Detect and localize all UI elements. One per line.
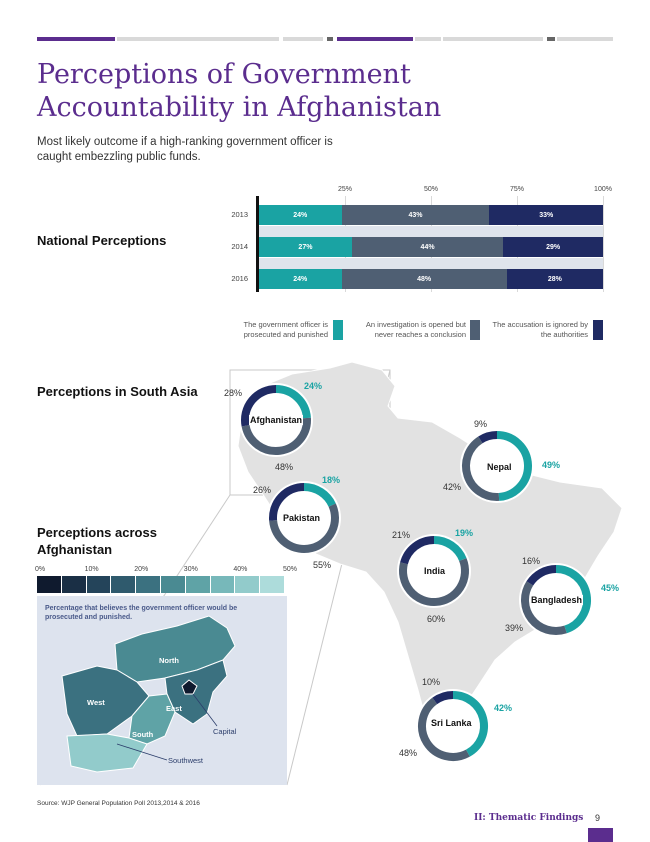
legend-swatch-investigation bbox=[470, 320, 480, 340]
legend-swatch-ignored bbox=[593, 320, 603, 340]
pakistan-pct-investigation: 55% bbox=[313, 560, 332, 570]
bangladesh-pct-investigation: 39% bbox=[505, 623, 524, 633]
source-note: Source: WJP General Population Poll 2013,2014 & 2016 bbox=[37, 800, 200, 807]
gridline bbox=[603, 196, 604, 292]
region-label-south: South bbox=[132, 730, 154, 739]
axis-tick-label: 25% bbox=[337, 186, 353, 193]
row-separator-band bbox=[259, 226, 603, 237]
axis-tick-label: 50% bbox=[423, 186, 439, 193]
india-pct-investigation: 60% bbox=[427, 614, 446, 624]
sri-lanka-pct-ignored: 10% bbox=[422, 677, 441, 687]
bangladesh-pct-ignored: 16% bbox=[522, 556, 541, 566]
region-label-east: East bbox=[166, 704, 182, 713]
pakistan-pct-prosecuted: 18% bbox=[322, 475, 341, 485]
bar-segment-investigation-2016: 48% bbox=[342, 269, 507, 289]
bar-segment-ignored-2016: 28% bbox=[507, 269, 603, 289]
india-pct-ignored: 21% bbox=[392, 530, 411, 540]
donut-label-pakistan: Pakistan bbox=[283, 513, 321, 523]
bar-segment-investigation-2013: 43% bbox=[342, 205, 490, 225]
donut-label-india: India bbox=[424, 566, 446, 576]
region-label-southwest: Southwest bbox=[168, 756, 204, 765]
pakistan-pct-ignored: 26% bbox=[253, 485, 272, 495]
bar-segment-ignored-2014: 29% bbox=[503, 237, 603, 257]
sri-lanka-pct-investigation: 48% bbox=[399, 748, 418, 758]
footer-accent-block bbox=[588, 828, 613, 842]
donut-label-nepal: Nepal bbox=[487, 462, 512, 472]
donut-arc-nepal-ignored bbox=[480, 435, 497, 440]
bar-segment-ignored-2013: 33% bbox=[489, 205, 603, 225]
bar-segment-prosecuted-2016: 24% bbox=[259, 269, 342, 289]
scale-swatch bbox=[186, 576, 210, 593]
bar-segment-prosecuted-2014: 27% bbox=[259, 237, 352, 257]
afghanistan-region-map bbox=[37, 596, 287, 785]
scale-swatch bbox=[62, 576, 86, 593]
legend-label-prosecuted: The government officer is prosecuted and punished bbox=[243, 320, 328, 339]
page-subtitle: Most likely outcome if a high-ranking government officer is caught embezzling public funds. bbox=[37, 136, 333, 163]
scale-label: 0% bbox=[35, 566, 46, 573]
scale-swatch bbox=[260, 576, 284, 593]
bar-segment-investigation-2014: 44% bbox=[352, 237, 503, 257]
section-title-national: National Perceptions bbox=[37, 233, 167, 248]
legend-swatch-prosecuted bbox=[333, 320, 343, 340]
scale-swatch bbox=[161, 576, 185, 593]
region-label-capital: Capital bbox=[213, 727, 237, 736]
afghanistan-pct-prosecuted: 24% bbox=[304, 381, 323, 391]
bar-chart-baseline bbox=[256, 196, 259, 292]
afghanistan-map-caption: Percentage that believes the government officer would be prosecuted and punished. bbox=[45, 605, 238, 621]
legend-label-ignored: The accusation is ignored by the authorities bbox=[492, 320, 588, 339]
scale-swatch bbox=[37, 576, 61, 593]
scale-label: 50% bbox=[283, 566, 298, 573]
top-rule bbox=[37, 37, 613, 41]
sri-lanka-pct-prosecuted: 42% bbox=[494, 703, 513, 713]
scale-swatch bbox=[211, 576, 235, 593]
scale-label: 40% bbox=[233, 566, 248, 573]
donut-label-bangladesh: Bangladesh bbox=[531, 595, 583, 605]
axis-tick-label: 75% bbox=[509, 186, 525, 193]
region-southwest bbox=[67, 734, 147, 772]
scale-label: 30% bbox=[183, 566, 198, 573]
scale-swatch bbox=[136, 576, 160, 593]
section-title-south-asia: Perceptions in South Asia bbox=[37, 384, 198, 399]
year-label-2013: 2013 bbox=[231, 210, 248, 219]
nepal-pct-investigation: 42% bbox=[443, 482, 462, 492]
donut-label-afghanistan: Afghanistan bbox=[250, 415, 303, 425]
scale-swatch bbox=[87, 576, 111, 593]
page-title: Perceptions of Government Accountability in Afghanistan bbox=[37, 59, 442, 123]
row-separator-band bbox=[259, 258, 603, 269]
scale-label: 10% bbox=[84, 566, 99, 573]
year-label-2014: 2014 bbox=[231, 242, 248, 251]
nepal-pct-prosecuted: 49% bbox=[542, 460, 561, 470]
india-pct-prosecuted: 19% bbox=[455, 528, 474, 538]
region-label-west: West bbox=[87, 698, 105, 707]
year-label-2016: 2016 bbox=[231, 274, 248, 283]
scale-swatch bbox=[235, 576, 259, 593]
legend-label-investigation: An investigation is opened but never reaches a conclusion bbox=[365, 320, 466, 339]
footer-section-title: II: Thematic Findings bbox=[474, 813, 584, 823]
nepal-pct-ignored: 9% bbox=[474, 419, 488, 429]
donut-label-sri-lanka: Sri Lanka bbox=[431, 718, 472, 728]
afghanistan-pct-investigation: 48% bbox=[275, 462, 294, 472]
scale-label: 20% bbox=[134, 566, 149, 573]
region-label-north: North bbox=[159, 656, 179, 665]
axis-tick-label: 100% bbox=[594, 186, 612, 193]
afghanistan-pct-ignored: 28% bbox=[224, 388, 243, 398]
bar-segment-prosecuted-2013: 24% bbox=[259, 205, 342, 225]
page-number: 9 bbox=[595, 813, 601, 823]
section-title-afghanistan: Perceptions across Afghanistan bbox=[37, 525, 157, 557]
bangladesh-pct-prosecuted: 45% bbox=[601, 583, 620, 593]
scale-swatch bbox=[111, 576, 135, 593]
